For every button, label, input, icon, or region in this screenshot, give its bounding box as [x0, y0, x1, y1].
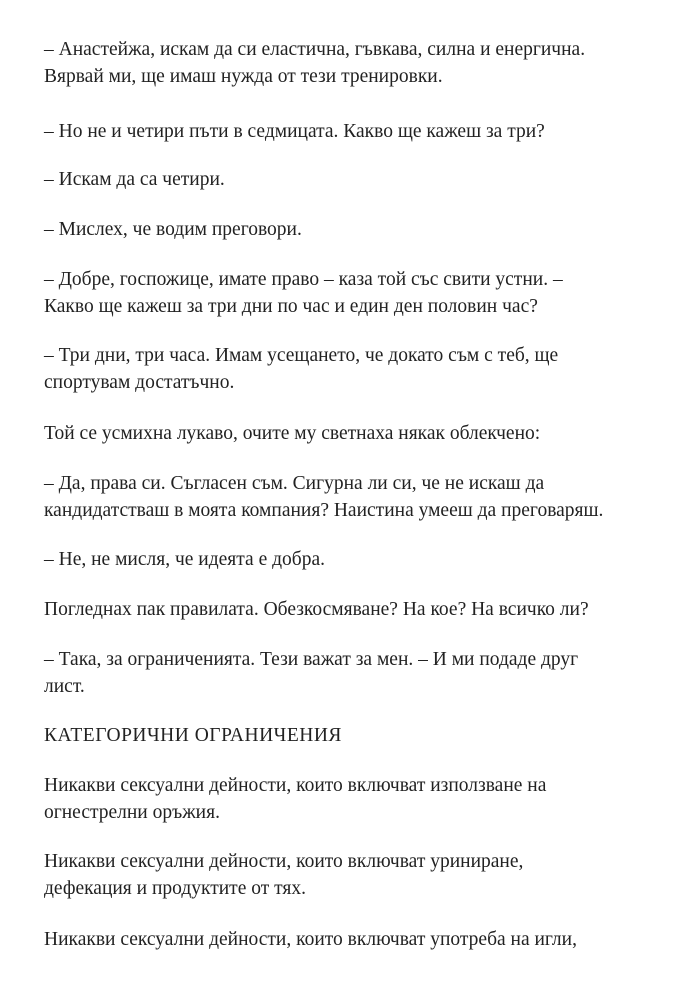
text-line: Никакви сексуални дейности, които включват уриниране,	[44, 851, 524, 872]
paragraph-8	[44, 470, 603, 524]
text-line: – Анастейжа, искам да си еластична, гъвкава, силна и енергична.	[44, 39, 586, 60]
text-line: – Мислех, че водим преговори.	[44, 219, 302, 240]
paragraph-11	[44, 646, 578, 700]
paragraph-1	[44, 36, 585, 90]
text-line: Той се усмихна лукаво, очите му светнаха някак облекчено:	[44, 423, 541, 444]
paragraph-2	[44, 118, 545, 145]
text-line: дефекация и продуктите от тях.	[44, 878, 306, 899]
paragraph-9	[44, 546, 325, 573]
text-line: КАТЕГОРИЧНИ ОГРАНИЧЕНИЯ	[44, 725, 342, 746]
text-line: – Така, за ограниченията. Тези важат за мен. – И ми подаде друг	[44, 649, 579, 670]
paragraph-14	[44, 926, 577, 953]
paragraph-13	[44, 848, 523, 902]
paragraph-10	[44, 596, 589, 623]
text-line: – Искам да са четири.	[44, 169, 225, 190]
text-line: – Не, не мисля, че идеята е добра.	[44, 549, 325, 570]
text-line: кандидатстваш в моята компания? Наистина умееш да преговаряш.	[44, 500, 604, 521]
text-line: Какво ще кажеш за три дни по час и един ден половин час?	[44, 296, 538, 317]
paragraph-7	[44, 420, 540, 447]
text-line: Никакви сексуални дейности, които включват употреба на игли,	[44, 929, 577, 950]
book-page	[44, 0, 684, 989]
section-heading	[44, 722, 342, 749]
paragraph-3	[44, 166, 225, 193]
paragraph-12	[44, 772, 546, 826]
paragraph-6	[44, 342, 558, 396]
paragraph-5	[44, 266, 563, 320]
text-line: Никакви сексуални дейности, които включват използване на	[44, 775, 547, 796]
text-line: спортувам достатъчно.	[44, 372, 235, 393]
text-line: – Да, права си. Съгласен съм. Сигурна ли си, че не искаш да	[44, 473, 545, 494]
text-line: огнестрелни оръжия.	[44, 802, 220, 823]
text-line: – Но не и четири пъти в седмицата. Какво ще кажеш за три?	[44, 121, 545, 142]
text-line: – Три дни, три часа. Имам усещането, че докато съм с теб, ще	[44, 345, 559, 366]
text-line: лист.	[44, 676, 85, 697]
text-line: Вярвай ми, ще имаш нужда от тези тренировки.	[44, 66, 443, 87]
text-line: Погледнах пак правилата. Обезкосмяване? На кое? На всичко ли?	[44, 599, 589, 620]
paragraph-4	[44, 216, 302, 243]
text-line: – Добре, госпожице, имате право – каза той със свити устни. –	[44, 269, 563, 290]
